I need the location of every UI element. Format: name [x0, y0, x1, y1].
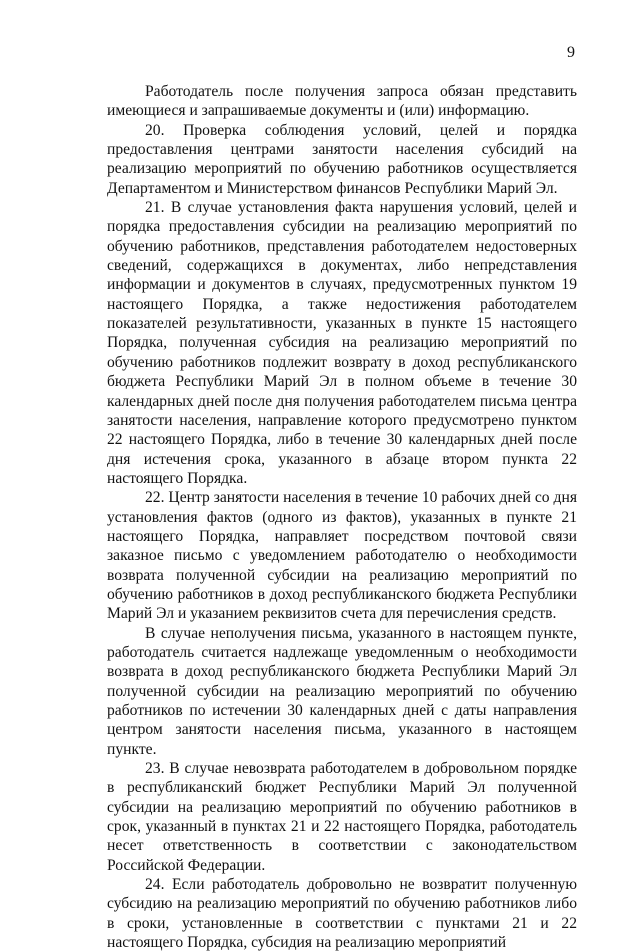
- paragraph: В случае неполучения письма, указанного в настоящем пункте, работодатель считается надлежаще уведомленным о необходимости возврата в доход республиканского бюджета Республики Марий Эл полученной субсидии на реализацию мероприятий по обучению работников по истечении 30 календарных дней с даты направления центром занятости населения письма, указанного в настоящем пункте.: [107, 624, 577, 758]
- paragraph-item-22: 22. Центр занятости населения в течение 10 рабочих дней со дня установления фактов (одного из фактов), указанных в пункте 21 настоящего Порядка, направляет посредством почтовой связи заказное письмо с уведомлением работодателю о необходимости возврата полученной субсидии на реализацию мероприятий по обучению работников в доход республиканского бюджета Республики Марий Эл и указанием реквизитов счета для перечисления средств.: [107, 489, 577, 623]
- paragraph-item-20: 20. Проверка соблюдения условий, целей и порядка предоставления центрами занятости населения субсидий на реализацию мероприятий по обучению работников осуществляется Департаментом и Министерством финансов Республики Марий Эл.: [107, 121, 577, 197]
- paragraph: Работодатель после получения запроса обязан представить имеющиеся и запрашиваемые документы и (или) информацию.: [107, 83, 577, 120]
- paragraph-item-23: 23. В случае невозврата работодателем в добровольном порядке в республиканский бюджет Республики Марий Эл полученной субсидии на реализацию мероприятий по обучению работников в срок, указанный в пунктах 21 и 22 настоящего Порядка, работодатель несет ответственность в соответствии с законодательством Российской Федерации.: [107, 760, 577, 874]
- document-body: [107, 82, 577, 952]
- paragraph-item-21: 21. В случае установления факта нарушения условий, целей и порядка предоставления субсидии на реализацию мероприятий по обучению работников, представления работодателем недостоверных сведений, содержащихся в документах, либо непредставления информации и документов в случаях, предусмотренных пунктом 19 настоящего Порядка, а также недостижения работодателем показателей результативности, указанных в пункте 15 настоящего Порядка, полученная субсидия на реализацию мероприятий по обучению работников подлежит возврату в доход республиканского бюджета Республики Марий Эл в полном объеме в течение 30 календарных дней после дня получения работодателем письма центра занятости населения, направление которого предусмотрено пунктом 22 настоящего Порядка, либо в течение 30 календарных дней после дня истечения срока, указанного в абзаце втором пункта 22 настоящего Порядка.: [107, 199, 577, 487]
- page-number: 9: [567, 44, 575, 61]
- paragraph-item-24: 24. Если работодатель добровольно не возвратит полученную субсидию на реализацию мероприятий по обучению работников либо в сроки, установленные в соответствии с пунктами 21 и 22 настоящего Порядка, субсидия на реализацию мероприятий: [107, 876, 577, 952]
